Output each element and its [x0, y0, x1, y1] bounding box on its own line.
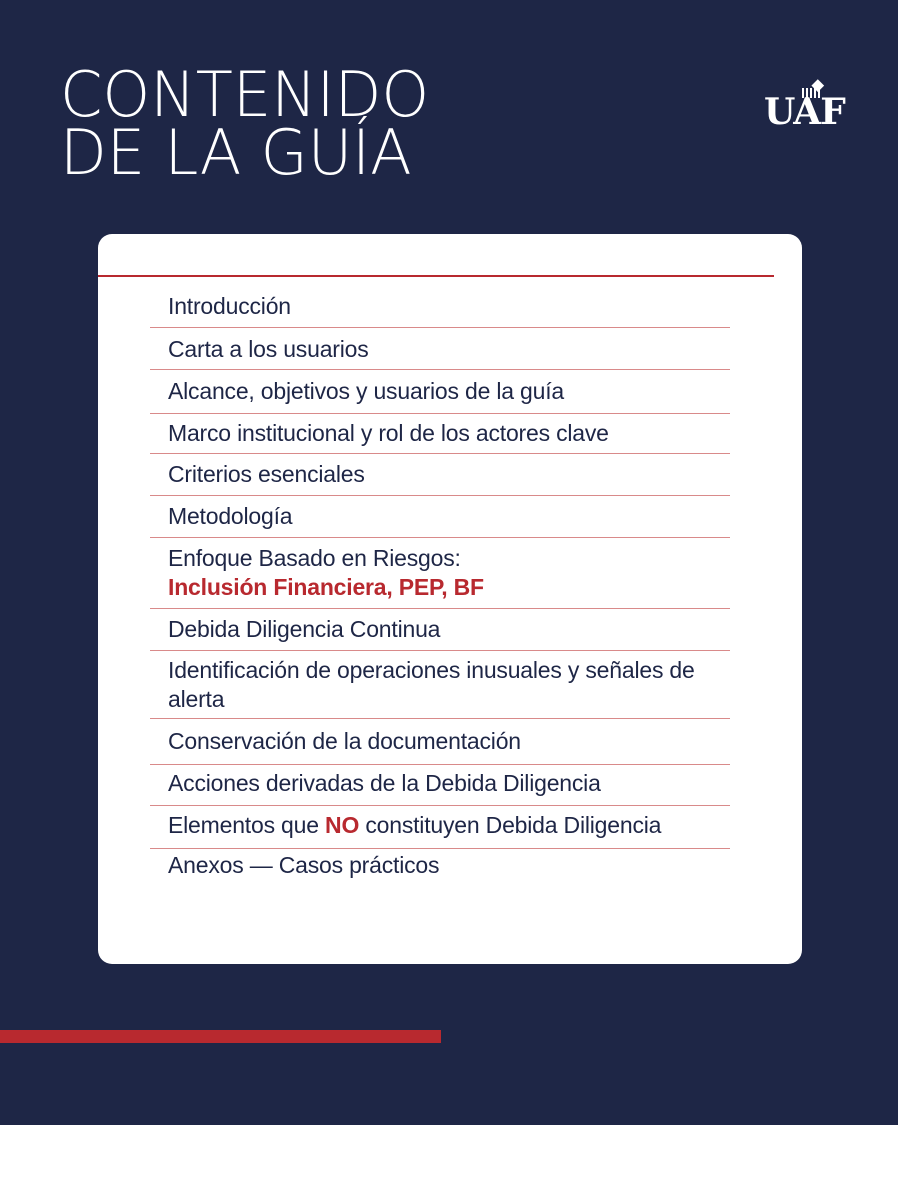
toc-item-label-before: Elementos que: [168, 812, 326, 838]
toc-item-label: Carta a los usuarios: [168, 336, 369, 362]
toc-item-label: Enfoque Basado en Riesgos:: [168, 545, 461, 571]
logo-text: UAF: [764, 91, 845, 133]
toc-item-debida-continua[interactable]: [150, 609, 730, 651]
toc-item-label: Introducción: [168, 293, 291, 319]
toc-item-anexos[interactable]: [150, 849, 730, 886]
title-line-2: DE LA GUÍA: [60, 116, 412, 189]
toc-item-label: [168, 811, 730, 840]
toc-item-conservacion[interactable]: [150, 719, 730, 765]
toc-item-label: Criterios esenciales: [168, 461, 365, 487]
toc-item-elementos[interactable]: [150, 806, 730, 849]
card-top-rule: [98, 275, 774, 277]
toc-item-label: Alcance, objetivos y usuarios de la guía: [168, 378, 565, 404]
toc-item-label: Acciones derivadas de la Debida Diligencia: [168, 770, 601, 796]
toc-item-acciones[interactable]: [150, 765, 730, 806]
toc-item-highlight: Inclusión Financiera, PEP, BF: [168, 574, 484, 600]
toc-item-carta[interactable]: [150, 328, 730, 370]
contents-card: [98, 234, 802, 964]
title-line-1: CONTENIDO: [60, 58, 430, 131]
uaf-logo: [764, 78, 856, 134]
toc-item-label: Metodología: [168, 503, 293, 529]
toc-item-introduccion[interactable]: [150, 290, 730, 328]
toc-item-label: Anexos — Casos prácticos: [168, 852, 440, 878]
toc-item-label-after: constituyen Debida Diligencia: [359, 812, 662, 838]
toc-item-criterios[interactable]: [150, 454, 730, 496]
page-title: [60, 58, 430, 189]
toc-item-label-emphasis: NO: [325, 812, 360, 838]
toc-item-identificacion[interactable]: [150, 651, 730, 719]
toc-item-label: Identificación de operaciones inusuales y señales de alerta: [168, 657, 695, 712]
toc-item-metodologia[interactable]: [150, 496, 730, 538]
toc-item-label: Debida Diligencia Continua: [168, 616, 441, 642]
toc-item-marco[interactable]: [150, 414, 730, 454]
toc-item-label: Conservación de la documentación: [168, 728, 521, 754]
toc-item-label: Marco institucional y rol de los actores clave: [168, 420, 609, 446]
toc-item-alcance[interactable]: [150, 370, 730, 414]
toc-list: [150, 290, 730, 886]
red-accent-bar: [0, 1030, 441, 1043]
toc-item-enfoque[interactable]: [150, 538, 730, 609]
